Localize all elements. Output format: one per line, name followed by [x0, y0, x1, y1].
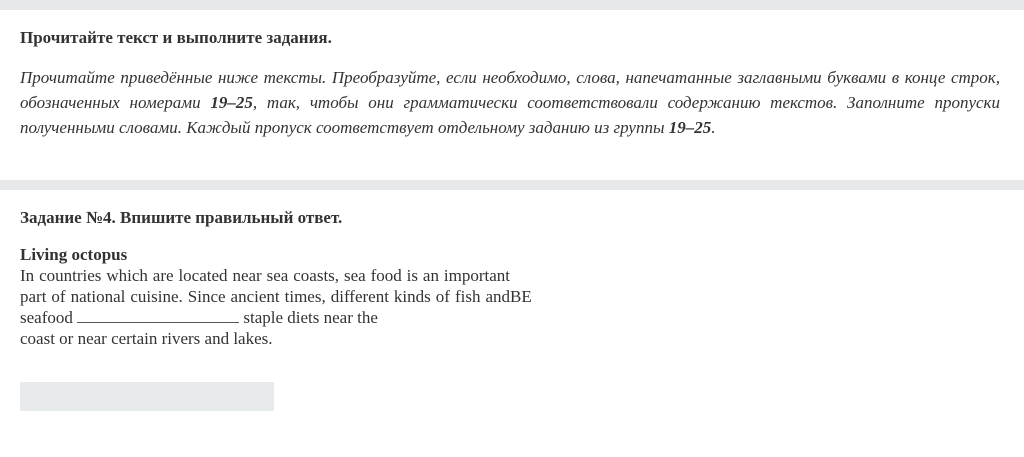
- task-section: [20, 206, 1020, 349]
- story-row: [20, 265, 1020, 328]
- instructions-text-part2: , так, чтобы они грамматически соответствовали содержанию текстов. Заполните пропуски полученными словами. Каждый пропуск соответствует отдельному заданию из группы: [20, 93, 1000, 137]
- answer-input[interactable]: [20, 382, 274, 411]
- instructions-range-2: 19–25: [668, 118, 712, 137]
- instructions-section: [20, 26, 1000, 140]
- keyword-be: BE: [510, 287, 532, 306]
- instructions-range-1: 19–25: [210, 93, 253, 112]
- gap-blank: [77, 308, 239, 323]
- story-text-last-line: coast or near certain rivers and lakes.: [20, 329, 273, 348]
- section-separator: [0, 180, 1024, 190]
- instructions-text-part3: .: [711, 118, 716, 137]
- instructions-heading: Прочитайте текст и выполните задания.: [20, 28, 332, 47]
- instructions-text-part1: Прочитайте приведённые ниже тексты. Преобразуйте, если необходимо, слова, напечатанные заглавными буквами в конце строк, обозначенных номерами: [20, 68, 1000, 112]
- story-title: Living octopus: [20, 245, 128, 264]
- story-text-part2: staple diets near the: [239, 308, 378, 327]
- story-text-part1: In countries which are located near sea coasts, sea food is an important part of national cuisine. Since ancient times, different kinds of fish and seafood: [20, 266, 510, 327]
- story-text: [20, 265, 510, 328]
- top-separator: [0, 0, 1024, 10]
- task-heading: Задание №4. Впишите правильный ответ.: [20, 208, 343, 227]
- instructions-text: [20, 65, 1000, 140]
